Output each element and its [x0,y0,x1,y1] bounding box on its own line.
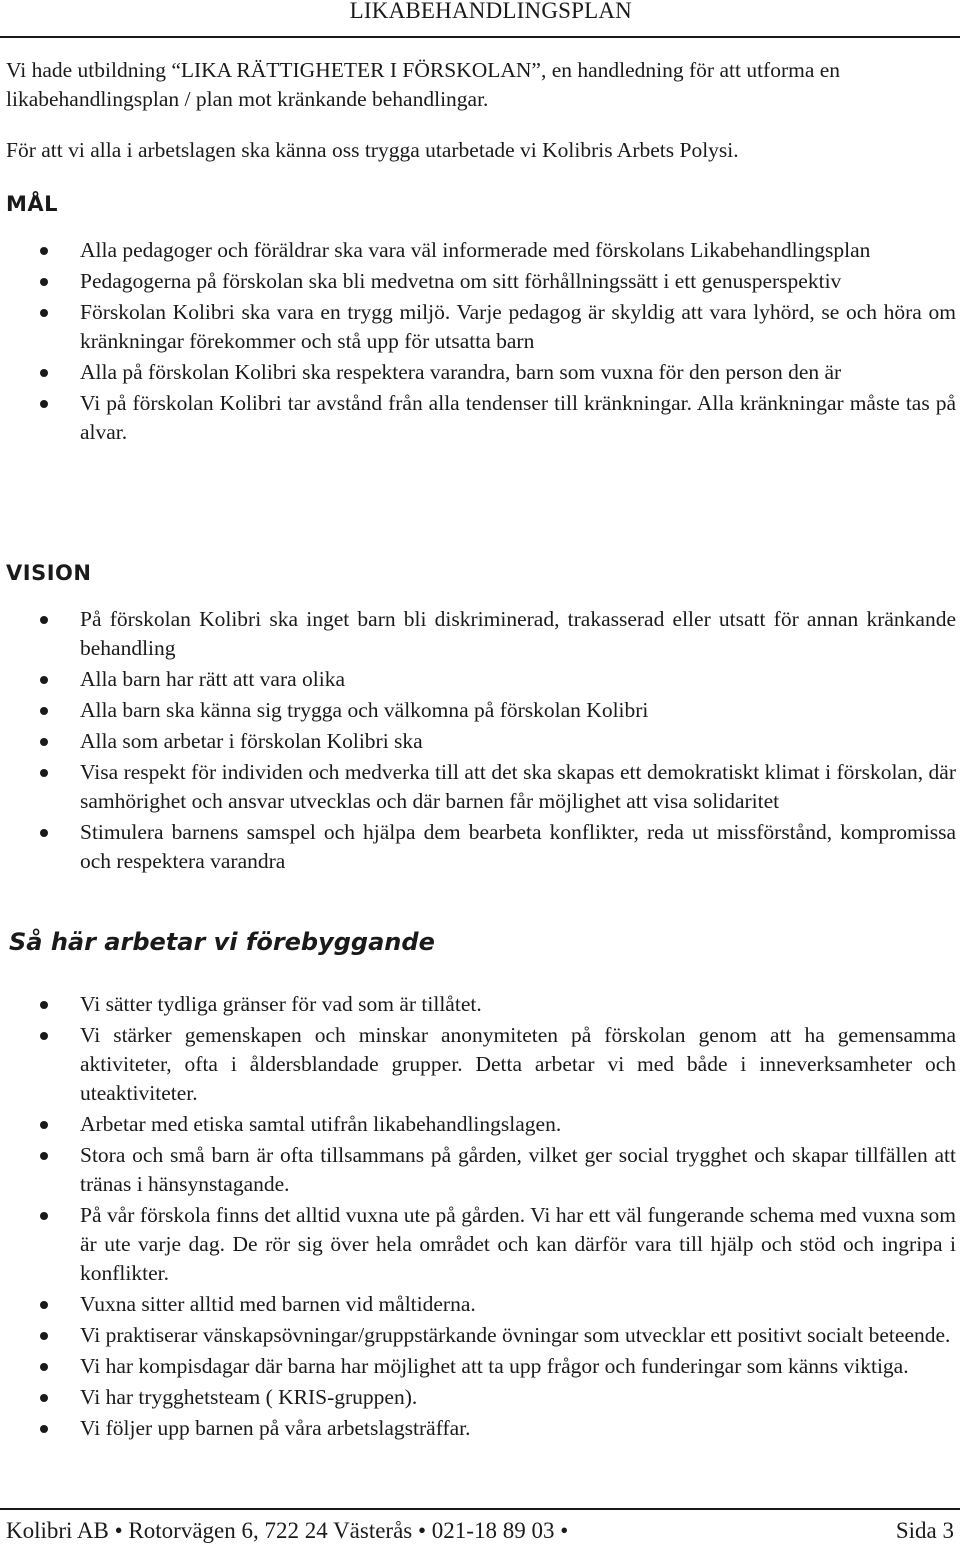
intro-section [6,56,956,165]
list-item-text: Visa respekt för individen och medverka till att det ska skapas ett demokratiskt klimat i förskolan, där samhörighet och ansvar utvecklas och där barnen får möjlighet att visa solidaritet [80,760,956,813]
list-item-text: Vuxna sitter alltid med barnen vid måltiderna. [80,1292,476,1316]
list-item [0,298,956,356]
bullet-icon [40,829,48,837]
intro-paragraph: För att vi alla i arbetslagen ska känna oss trygga utarbetade vi Kolibris Arbets Polysi. [6,138,739,162]
bullet-icon [40,247,48,255]
list-item [0,758,956,816]
page-footer [0,1508,960,1549]
list-item-text: Vi följer upp barnen på våra arbetslagsträffar. [80,1416,471,1440]
list-item [0,727,956,756]
list-item-text: Vi har kompisdagar där barna har möjlighet att ta upp frågor och funderingar som känns viktiga. [80,1354,909,1378]
list-item-text: Alla pedagoger och föräldrar ska vara väl informerade med förskolans Likabehandlingsplan [80,238,871,262]
bullet-icon [40,769,48,777]
document-title: LIKABEHANDLINGSPLAN [349,0,632,23]
list-item [0,990,956,1019]
vision-heading: VISION [6,561,92,585]
list-item [0,665,956,694]
list-item [0,1321,956,1350]
list-item [0,605,956,663]
bullet-icon [40,1425,48,1433]
list-item [0,1414,956,1443]
bullet-icon [40,707,48,715]
bullet-icon [40,1032,48,1040]
goals-heading: MÅL [6,192,59,216]
bullet-icon [40,309,48,317]
list-item-text: Vi på förskolan Kolibri tar avstånd från alla tendenser till kränkningar. Alla kränkningar måste tas på alvar. [80,391,956,444]
list-item-text: På förskolan Kolibri ska inget barn bli diskriminerad, trakasserad eller utsatt för annan kränkande behandling [80,607,956,660]
bullet-icon [40,1152,48,1160]
list-item [0,1383,956,1412]
list-item [0,1352,956,1381]
bullet-icon [40,1212,48,1220]
prevention-list [0,990,956,1443]
list-item-text: Förskolan Kolibri ska vara en trygg miljö. Varje pedagog är skyldig att vara lyhörd, se och höra om kränkningar förekommer och stå upp för utsatta barn [80,300,956,353]
list-item-text: Pedagogerna på förskolan ska bli medvetna om sitt förhållningssätt i ett genusperspektiv [80,269,842,293]
vision-list [0,605,956,876]
bullet-icon [40,1301,48,1309]
list-item-text: Vi praktiserar vänskapsövningar/gruppstärkande övningar som utvecklar ett positivt socialt beteende. [80,1323,951,1347]
list-item [0,1021,956,1108]
bullet-icon [40,1001,48,1009]
list-item-text: Alla som arbetar i förskolan Kolibri ska [80,729,423,753]
list-item-text: Arbetar med etiska samtal utifrån likabehandlingslagen. [80,1112,562,1136]
list-item [0,1201,956,1288]
list-item [0,696,956,725]
bullet-icon [40,1121,48,1129]
bullet-icon [40,738,48,746]
bullet-icon [40,1332,48,1340]
bullet-icon [40,278,48,286]
list-item-text: Vi sätter tydliga gränser för vad som är tillåtet. [80,992,482,1016]
list-item-text: Vi stärker gemenskapen och minskar anonymiteten på förskolan genom att ha gemensamma aktiviteter, ofta i åldersblandade grupper. Detta arbetar vi med både i inneverksamheter och uteaktiviteter. [80,1023,956,1105]
list-item-text: Alla på förskolan Kolibri ska respektera varandra, barn som vuxna för den person den är [80,360,842,384]
bullet-icon [40,369,48,377]
bullet-icon [40,400,48,408]
intro-paragraph: Vi hade utbildning “LIKA RÄTTIGHETER I FÖRSKOLAN”, en handledning för att utforma en likabehandlingsplan / plan mot kränkande behandlingar. [6,58,841,111]
list-item [0,1290,956,1319]
list-item [0,818,956,876]
prevention-heading: Så här arbetar vi förebyggande [9,928,435,956]
bullet-icon [40,616,48,624]
list-item [0,389,956,447]
list-item-text: Stora och små barn är ofta tillsammans på gården, vilket ger social trygghet och skapar tillfällen att tränas i hänsynstagande. [80,1143,956,1196]
list-item-text: Stimulera barnens samspel och hjälpa dem bearbeta konflikter, reda ut missförstånd, kompromissa och respektera varandra [80,820,956,873]
list-item-text: Alla barn ska känna sig trygga och välkomna på förskolan Kolibri [80,698,649,722]
page-number: Sida 3 [895,1518,954,1543]
list-item [0,267,956,296]
list-item-text: Alla barn har rätt att vara olika [80,667,346,691]
footer-address: Kolibri AB • Rotorvägen 6, 722 24 Västerås • 021-18 89 03 • [6,1518,569,1543]
bullet-icon [40,676,48,684]
list-item [0,236,956,265]
bullet-icon [40,1394,48,1402]
goals-list [0,236,956,447]
bullet-icon [40,1363,48,1371]
list-item [0,1141,956,1199]
list-item [0,358,956,387]
page-header [0,0,960,38]
list-item-text: På vår förskola finns det alltid vuxna ute på gården. Vi har ett väl fungerande schema med vuxna som är ute varje dag. De rör sig över hela området och kan därför vara till hjälp och stöd och ingripa i konflikter. [80,1203,956,1285]
list-item-text: Vi har trygghetsteam ( KRIS-gruppen). [80,1385,418,1409]
list-item [0,1110,956,1139]
